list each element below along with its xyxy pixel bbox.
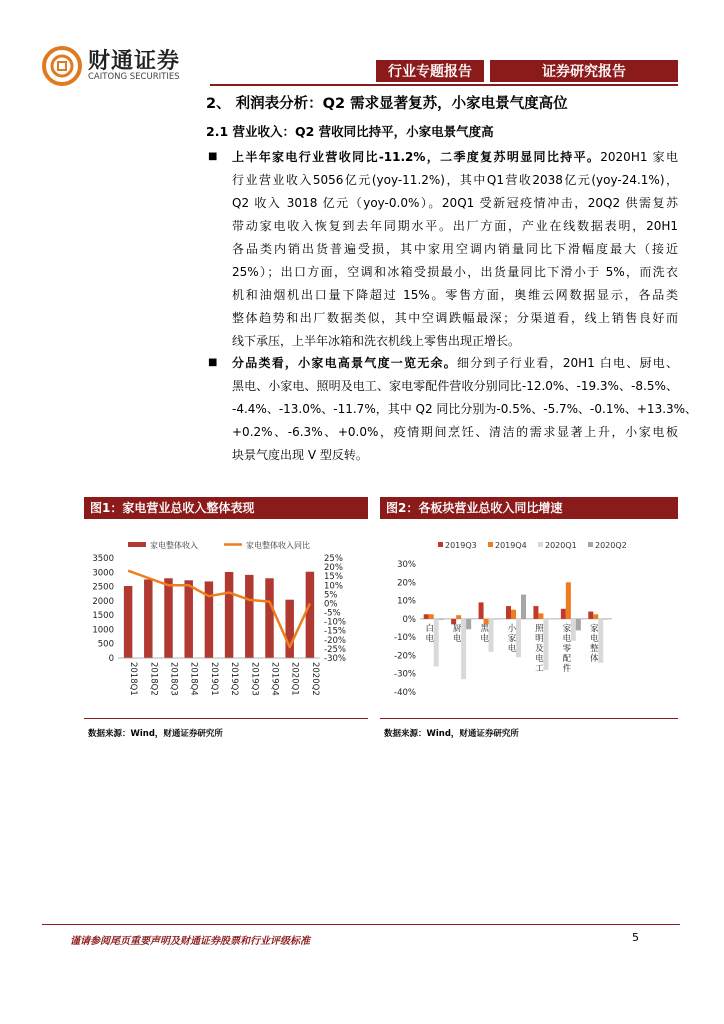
paragraph-revenue-overview: 上半年家电行业营收同比-11.2%，二季度复苏明显同比持平。2020H1 家电 行业营业收入5056亿元(yoy-11.2%)，其中Q1营收2038亿元(yoy-24.1%)， Q2 收入 3018 亿元（yoy-0.0%）。20Q1 受新冠疫情冲击，20Q2 供需复苏 带动家电收入恢复到去年同期水平。出厂方面，产业在线数据表明，20H1 各品类内销出货普遍受损，其中家用空调内销量同比下滑幅度最大（接近 25%）；出口方面，空调和冰箱受损最小，出货量同比下滑小于 5%，而洗衣 机和油烟机出口量下降超过 15%。零售方面，奥维云网数据显示，各品类 整体趋势和出厂数据类似，其中空调跌幅最深；分渠道看，线上销售良好而 线下承压，上半年冰箱和洗衣机线上零售出现正增长。: [232, 150, 678, 348]
legend-swatch-bar: [128, 542, 146, 547]
x-tick-label: 2020Q1: [289, 662, 300, 696]
bar-照明及电工-2020Q1: [543, 619, 548, 670]
y-right-tick-label: -5%: [324, 608, 341, 619]
y-left-tick-label: 3000: [92, 568, 114, 579]
figure1-source: 数据来源：Wind，财通证券研究所: [88, 729, 223, 739]
figure1-bottom-rule: [84, 718, 368, 719]
legend-label-2019Q4: 2019Q4: [495, 541, 527, 550]
bar-白电-2020Q1: [434, 619, 439, 667]
bar-小家电-2019Q4: [511, 610, 516, 619]
bar-2018Q4: [184, 580, 192, 658]
bar-家电零配件-2019Q4: [566, 582, 571, 619]
y-tick-label: -20%: [394, 651, 416, 662]
bar-家电零配件-2019Q3: [561, 609, 566, 619]
figure1-chart: [84, 520, 368, 716]
footer-disclaimer: 谨请参阅尾页重要声明及财通证券股票和行业评级标准: [70, 936, 310, 947]
y-right-tick-label: -25%: [324, 644, 346, 655]
bar-白电-2019Q3: [424, 614, 429, 619]
bar-2019Q4: [265, 578, 273, 658]
x-tick-label: 厨电: [452, 623, 462, 644]
figure2-source: 数据来源：Wind，财通证券研究所: [384, 729, 519, 739]
bar-厨电-2019Q4: [456, 615, 461, 619]
bar-2018Q3: [164, 578, 172, 658]
header-rule: [210, 84, 678, 86]
legend-swatch-2019Q4: [488, 542, 493, 547]
y-right-tick-label: -30%: [324, 654, 346, 664]
bar-2019Q3: [245, 575, 253, 658]
bold-lead-1: 上半年家电行业营收同比-11.2%，二季度复苏明显同比持平。: [232, 150, 601, 164]
y-right-tick-label: -15%: [324, 626, 346, 637]
legend-label-line: 家电整体收入同比: [246, 541, 310, 550]
figure1-top-rule: [84, 517, 368, 519]
y-tick-label: 20%: [397, 578, 416, 589]
legend-label-2020Q1: 2020Q1: [545, 541, 577, 550]
x-tick-label: 2018Q2: [148, 662, 159, 696]
bullet-marker-1: ■: [208, 151, 218, 162]
bar-家电整体-2020Q1: [598, 619, 603, 663]
bar-白电-2020Q2: [439, 619, 444, 620]
y-right-tick-label: 15%: [324, 572, 343, 583]
x-tick-label: 黑电: [480, 623, 489, 644]
y-left-tick-label: 3500: [92, 554, 114, 564]
y-left-tick-label: 2000: [92, 596, 114, 607]
page-number: 5: [632, 931, 639, 944]
figure2-chart: [380, 520, 678, 716]
x-tick-label: 2019Q1: [208, 662, 219, 696]
line-yoy-growth: [128, 571, 310, 647]
bar-家电整体-2020Q2: [603, 619, 608, 620]
footer-rule: [42, 924, 680, 925]
bar-黑电-2020Q1: [489, 619, 494, 652]
x-tick-label: 家电整体: [590, 623, 599, 664]
bar-黑电-2020Q2: [494, 619, 499, 620]
y-tick-label: 0%: [402, 614, 416, 625]
y-right-tick-label: 5%: [324, 590, 338, 601]
legend-swatch-2019Q3: [438, 542, 443, 547]
bold-lead-2: 分品类看，小家电高景气度一览无余。: [232, 356, 457, 370]
bar-家电零配件-2020Q2: [576, 619, 581, 631]
y-right-tick-label: 25%: [324, 554, 343, 564]
x-tick-label: 2019Q3: [249, 662, 260, 696]
x-tick-label: 2018Q1: [128, 662, 139, 696]
bar-2019Q2: [225, 572, 233, 658]
section-title: 2、 利润表分析：Q2 需求显著复苏，小家电景气度高位: [206, 96, 568, 112]
y-right-tick-label: -20%: [324, 635, 346, 646]
legend-label-2019Q3: 2019Q3: [445, 541, 477, 550]
bar-照明及电工-2019Q3: [533, 606, 538, 619]
bar-家电整体-2019Q4: [593, 614, 598, 619]
y-tick-label: 30%: [397, 560, 416, 570]
bar-小家电-2019Q3: [506, 606, 511, 619]
bar-厨电-2020Q1: [461, 619, 466, 679]
bar-小家电-2020Q1: [516, 619, 521, 657]
bar-黑电-2019Q3: [479, 602, 484, 618]
x-tick-label: 2018Q3: [168, 662, 179, 696]
y-left-tick-label: 0: [108, 654, 114, 664]
x-tick-label: 照明及电工: [535, 623, 544, 674]
logo-text-cn: 财通证券: [88, 48, 181, 74]
y-left-tick-label: 1500: [92, 611, 114, 622]
paragraph-category-breakdown: 分品类看，小家电高景气度一览无余。细分到子行业看，20H1 白电、厨电、 黑电、小家电、照明及电工、家电零配件营收分别同比-12.0%、-19.3%、-8.5%、 -4.4%、-13.0%、-11.7%，其中 Q2 同比分别为-0.5%、-5.7%、-0.1%、+13.3%、 +0.2%、-6.3%、+0.0%，疫情期间烹饪、清洁的需求显著上升，小家电板 块景气度出现 V 型反转。: [232, 356, 698, 462]
x-tick-label: 2020Q2: [309, 662, 320, 696]
legend-swatch-2020Q2: [588, 542, 593, 547]
x-tick-label: 2019Q4: [269, 662, 280, 696]
y-tick-label: -30%: [394, 669, 416, 680]
legend-label-bar: 家电整体收入: [150, 541, 198, 550]
bar-家电整体-2019Q3: [588, 612, 593, 619]
bar-2018Q2: [144, 579, 152, 658]
x-tick-label: 家电零配件: [562, 623, 572, 674]
x-tick-label: 白电: [425, 623, 434, 644]
x-tick-label: 小家电: [507, 623, 517, 654]
y-left-tick-label: 500: [97, 639, 114, 650]
header-tag-research-report: 证券研究报告: [490, 60, 678, 82]
y-tick-label: 10%: [397, 596, 416, 607]
y-left-tick-label: 2500: [92, 582, 114, 593]
legend-label-2020Q2: 2020Q2: [595, 541, 627, 550]
bullet-marker-2: ■: [208, 357, 218, 368]
x-tick-label: 2019Q2: [229, 662, 240, 696]
figure2-top-rule: [380, 517, 678, 519]
header-tag-industry-report: 行业专题报告: [376, 60, 484, 82]
bar-小家电-2020Q2: [521, 595, 526, 619]
bar-2020Q1: [285, 600, 293, 658]
bar-照明及电工-2020Q2: [548, 618, 553, 619]
logo-text-en: CAITONG SECURITIES: [88, 72, 180, 82]
y-right-tick-label: 0%: [324, 599, 338, 610]
y-right-tick-label: -10%: [324, 617, 346, 628]
figure2-title: 图2：各板块营业总收入同比增速: [380, 497, 678, 517]
section-subtitle: 2.1 营业收入：Q2 营收同比持平，小家电景气度高: [206, 124, 494, 139]
legend-swatch-2020Q1: [538, 542, 543, 547]
company-logo: [42, 44, 202, 88]
bar-2019Q1: [205, 581, 213, 658]
figure1-title: 图1：家电营业总收入整体表现: [84, 497, 368, 517]
y-tick-label: -10%: [394, 633, 416, 644]
bar-2018Q1: [124, 586, 132, 658]
bar-2020Q2: [306, 572, 314, 658]
bar-家电零配件-2020Q1: [571, 619, 576, 641]
y-left-tick-label: 1000: [92, 625, 114, 636]
y-right-tick-label: 10%: [324, 581, 343, 592]
x-tick-label: 2018Q4: [188, 662, 199, 696]
bar-照明及电工-2019Q4: [538, 613, 543, 618]
logo-emblem-icon: [42, 46, 82, 86]
figure2-bottom-rule: [380, 718, 678, 719]
y-tick-label: -40%: [394, 688, 416, 698]
bar-白电-2019Q4: [429, 614, 434, 619]
bar-厨电-2020Q2: [466, 619, 471, 629]
y-right-tick-label: 20%: [324, 563, 343, 574]
